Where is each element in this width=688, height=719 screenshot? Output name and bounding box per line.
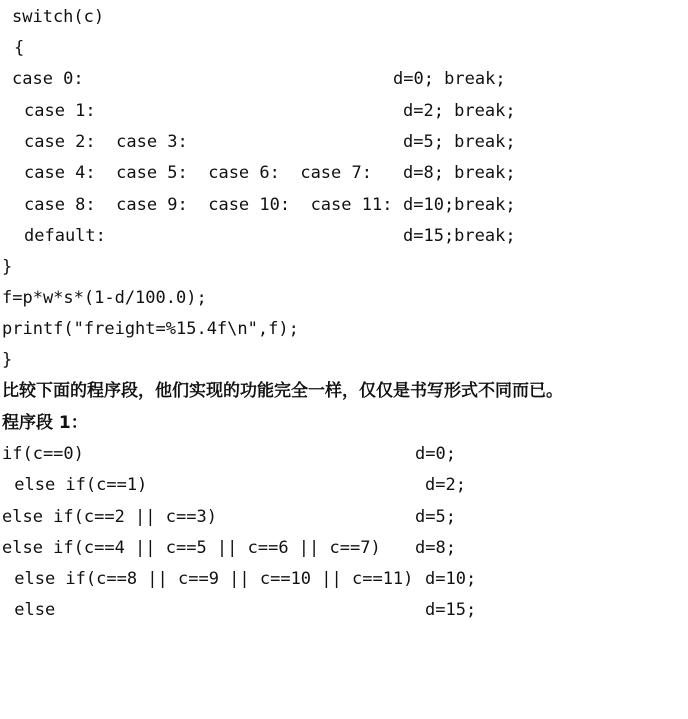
- code-line-end-brace: [0, 345, 41, 376]
- code-line-case-8-11: [0, 190, 516, 221]
- if-action: d=10;: [425, 569, 477, 589]
- if-condition: if(c==0): [2, 444, 84, 464]
- if-condition: else if(c==1): [4, 475, 148, 495]
- if-condition: else if(c==8 || c==9 || c==10 || c==11): [4, 569, 414, 589]
- code-line-if-2: [0, 502, 456, 533]
- code-line-case-4-7: [0, 158, 516, 189]
- code-text: }: [2, 350, 13, 370]
- segment-title-line: [0, 408, 88, 439]
- comparison-text: 比较下面的程序段，他们实现的功能完全一样，仅仅是书写形式不同而已。: [2, 381, 563, 401]
- case-action: d=15;break;: [403, 226, 516, 246]
- case-label: case 8: case 9: case 10: case 11:: [24, 195, 393, 215]
- code-line-else: [0, 595, 477, 626]
- code-line-if-4: [0, 564, 477, 595]
- case-action: d=0; break;: [393, 69, 506, 89]
- case-label: case 4: case 5: case 6: case 7:: [24, 163, 372, 183]
- case-action: d=10;break;: [403, 195, 516, 215]
- case-label: case 1:: [24, 101, 96, 121]
- if-action: d=15;: [425, 600, 477, 620]
- segment-title: 程序段 1：: [2, 413, 88, 433]
- case-label: case 0:: [12, 69, 84, 89]
- code-text: {: [14, 38, 25, 58]
- code-line-close-brace: [0, 252, 41, 283]
- code-line-case-2-3: [0, 127, 516, 158]
- code-line-if-3: [0, 533, 456, 564]
- if-action: d=2;: [425, 475, 466, 495]
- if-condition: else if(c==4 || c==5 || c==6 || c==7): [2, 538, 381, 558]
- code-line-formula: [0, 283, 207, 314]
- case-action: d=8; break;: [403, 163, 516, 183]
- code-text: }: [2, 257, 13, 277]
- if-condition: else: [4, 600, 56, 620]
- code-line-open-brace: [0, 33, 41, 64]
- comparison-paragraph: [0, 376, 563, 407]
- case-label: default:: [24, 226, 106, 246]
- if-condition: else if(c==2 || c==3): [2, 507, 217, 527]
- code-text: f=p*w*s*(1-d/100.0);: [2, 288, 207, 308]
- code-line-default: [0, 221, 516, 252]
- code-text: switch(c): [12, 7, 105, 27]
- code-line-if-0: [0, 439, 456, 470]
- if-action: d=5;: [415, 507, 456, 527]
- code-line-if-1: [0, 470, 466, 501]
- code-line-printf: [0, 314, 299, 345]
- case-action: d=5; break;: [403, 132, 516, 152]
- case-action: d=2; break;: [403, 101, 516, 121]
- if-action: d=8;: [415, 538, 456, 558]
- code-text: printf("freight=%15.4f\n",f);: [2, 319, 299, 339]
- code-line-case-1: [0, 96, 516, 127]
- if-action: d=0;: [415, 444, 456, 464]
- code-line-case-0: [0, 64, 506, 95]
- case-label: case 2: case 3:: [24, 132, 188, 152]
- code-line-switch: [0, 2, 105, 33]
